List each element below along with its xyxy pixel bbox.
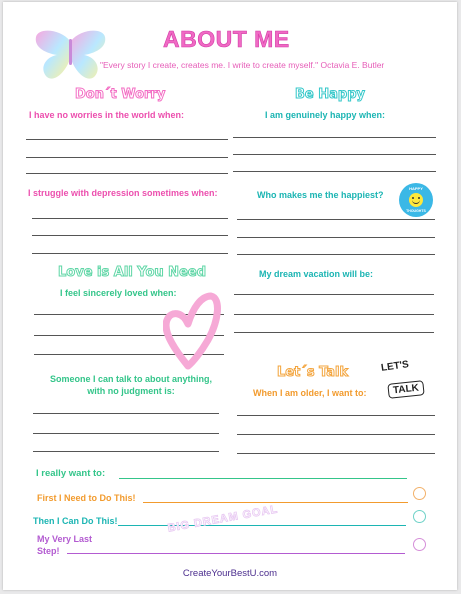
writing-line[interactable] [237,219,435,220]
speech-text-1: LET'S [380,359,410,374]
quote-text: "Every story I create, creates me. I write to create myself." Octavia E. Butler [100,60,385,70]
writing-line[interactable] [233,171,436,172]
writing-line[interactable] [237,434,435,435]
writing-line[interactable] [234,314,434,315]
writing-line[interactable] [26,173,228,174]
prompt-someone-line1: Someone I can talk to about anything, [49,374,213,384]
prompt-loved-when: I feel sincerely loved when: [60,288,177,298]
writing-line[interactable] [234,332,434,333]
writing-line[interactable] [26,139,228,140]
writing-line[interactable] [233,137,436,138]
first-step-checkbox[interactable] [413,487,426,500]
big-dream-goal-watermark: BIG DREAM GOAL [166,503,279,535]
page-title: ABOUT ME [163,26,290,52]
writing-line[interactable] [237,237,435,238]
then-step-line[interactable] [118,525,406,526]
lets-talk-speech-icon [378,359,422,409]
butterfly-icon [33,29,108,84]
writing-line[interactable] [32,253,228,254]
writing-line[interactable] [234,294,434,295]
writing-line[interactable] [237,254,435,255]
heading-lets-talk: Let´s Talk [277,365,349,380]
smiley-icon [409,193,423,207]
writing-line[interactable] [33,433,219,434]
worksheet-page [3,2,457,590]
badge-bottom-text: THOUGHTS [406,209,426,213]
prompt-depression: I struggle with depression sometimes when: [28,188,218,198]
prompt-happy-when: I am genuinely happy when: [265,110,386,120]
prompt-when-older: When I am older, I want to: [253,388,367,398]
really-want-label: I really want to: [36,468,106,479]
prompt-someone-line2: with no judgment is: [87,386,175,396]
writing-line[interactable] [237,453,435,454]
heart-icon [163,290,223,380]
writing-line[interactable] [32,218,228,219]
heading-be-happy: Be Happy [295,87,365,102]
really-want-line[interactable] [119,478,407,479]
writing-line[interactable] [33,451,219,452]
writing-line[interactable] [33,413,219,414]
writing-line[interactable] [233,154,436,155]
last-step-line[interactable] [67,553,405,554]
writing-line[interactable] [26,157,228,158]
last-step-checkbox[interactable] [413,538,426,551]
heading-dont-worry: Don´t Worry [75,87,166,102]
prompt-dream-vacation: My dream vacation will be: [259,269,374,279]
last-step-label-1: My Very Last [37,534,93,544]
first-step-label: First I Need to Do This! [37,493,136,503]
happy-thoughts-badge [399,183,433,217]
badge-top-text: HAPPY [409,186,423,191]
prompt-no-worries: I have no worries in the world when: [29,110,185,120]
last-step-label-2: Step! [37,546,60,556]
speech-text-2: TALK [387,380,424,399]
writing-line[interactable] [237,415,435,416]
then-step-checkbox[interactable] [413,510,426,523]
footer-website[interactable]: CreateYourBestU.com [182,568,278,579]
heading-love: Love is All You Need [58,265,207,280]
writing-line[interactable] [32,235,228,236]
then-step-label: Then I Can Do This! [33,516,118,526]
prompt-makes-happiest: Who makes me the happiest? [257,190,384,200]
